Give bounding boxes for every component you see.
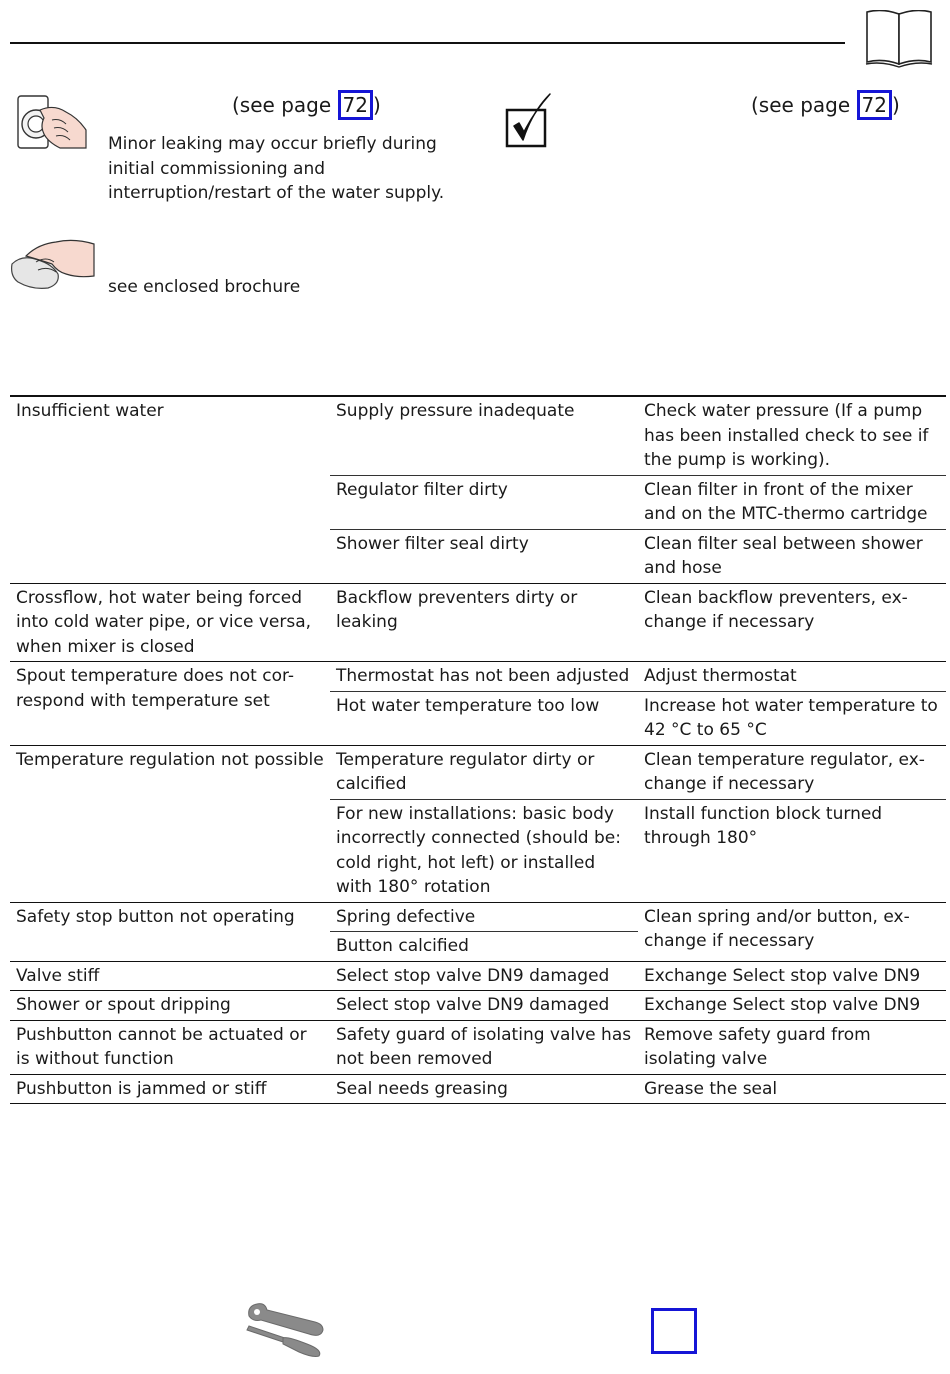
cause-cell: Seal needs greasing (330, 1074, 638, 1104)
cause-cell: Spring defective (330, 902, 638, 932)
cause-cell: Supply pressure inadequate (330, 396, 638, 475)
table-row (10, 991, 946, 1021)
remedy-cell: Clean filter seal between shower and hose (638, 529, 946, 583)
cause-cell: Temperature regulator dirty or calcified (330, 745, 638, 799)
hand-wiping-cloth-icon (8, 234, 96, 292)
remedy-cell: Exchange Select stop valve DN9 (638, 961, 946, 991)
remedy-cell: Check water pressure (If a pump has been installed check to see if the pump is working). (638, 396, 946, 475)
commissioning-note: Minor leaking may occur briefly during initial commissioning and interruption/restart of the water supply. (108, 134, 445, 203)
remedy-cell: Clean temperature regulator, ex-change if necessary (638, 745, 946, 799)
see-page-prefix: (see page (232, 93, 338, 117)
see-page-prefix: (see page (751, 93, 857, 117)
table-row (10, 961, 946, 991)
remedy-cell: Adjust thermostat (638, 662, 946, 692)
cause-cell: Regulator filter dirty (330, 475, 638, 529)
fault-cell: Insufficient water (10, 396, 330, 583)
fault-cell: Temperature regulation not possible (10, 745, 330, 902)
table-row (10, 662, 946, 692)
cause-cell: Shower filter seal dirty (330, 529, 638, 583)
table-row (10, 745, 946, 799)
remedy-cell: Increase hot water temperature to 42 °C to 65 °C (638, 691, 946, 745)
cause-cell: Backflow preventers dirty or leaking (330, 583, 638, 662)
fault-cell: Shower or spout dripping (10, 991, 330, 1021)
see-page-right (751, 90, 900, 120)
page-link-72[interactable]: 72 (857, 90, 892, 120)
table-row (10, 1020, 946, 1074)
cause-cell: For new installations: basic body incorrectly connected (should be: cold right, hot left) or installed with 180° rotation (330, 799, 638, 902)
troubleshooting-table (10, 395, 946, 1104)
fault-cell: Crossflow, hot water being forced into cold water pipe, or vice versa, when mixer is closed (10, 583, 330, 662)
empty-link-box[interactable] (651, 1308, 697, 1354)
see-page-suffix: ) (372, 93, 381, 117)
fault-cell: Valve stiff (10, 961, 330, 991)
fault-cell: Pushbutton is jammed or stiff (10, 1074, 330, 1104)
remedy-cell: Install function block turned through 180° (638, 799, 946, 902)
cause-cell: Select stop valve DN9 damaged (330, 991, 638, 1021)
see-page-left (232, 90, 381, 120)
cause-cell: Safety guard of isolating valve has not been removed (330, 1020, 638, 1074)
remedy-cell: Clean backflow preventers, ex-change if necessary (638, 583, 946, 662)
cause-cell: Button calcified (330, 932, 638, 962)
brochure-note: see enclosed brochure (108, 277, 301, 297)
fault-cell: Pushbutton cannot be actuated or is without function (10, 1020, 330, 1074)
header-rule (10, 42, 845, 44)
hand-turning-valve-icon (14, 90, 90, 152)
remedy-cell: Exchange Select stop valve DN9 (638, 991, 946, 1021)
remedy-cell: Clean spring and/or button, ex-change if necessary (638, 902, 946, 961)
remedy-cell: Clean filter in front of the mixer and on the MTC-thermo cartridge (638, 475, 946, 529)
remedy-cell: Grease the seal (638, 1074, 946, 1104)
wrench-screwdriver-icon (243, 1300, 327, 1358)
cause-cell: Select stop valve DN9 damaged (330, 961, 638, 991)
open-book-icon (864, 10, 934, 68)
table-row (10, 583, 946, 662)
table-row (10, 396, 946, 475)
cause-cell: Thermostat has not been adjusted (330, 662, 638, 692)
checkbox-checked-icon (504, 90, 556, 150)
table-row (10, 1074, 946, 1104)
see-page-suffix: ) (891, 93, 900, 117)
table-row (10, 902, 946, 932)
fault-cell: Spout temperature does not cor-respond with temperature set (10, 662, 330, 746)
cause-cell: Hot water temperature too low (330, 691, 638, 745)
fault-cell: Safety stop button not operating (10, 902, 330, 961)
remedy-cell: Remove safety guard from isolating valve (638, 1020, 946, 1074)
page-link-72[interactable]: 72 (338, 90, 373, 120)
